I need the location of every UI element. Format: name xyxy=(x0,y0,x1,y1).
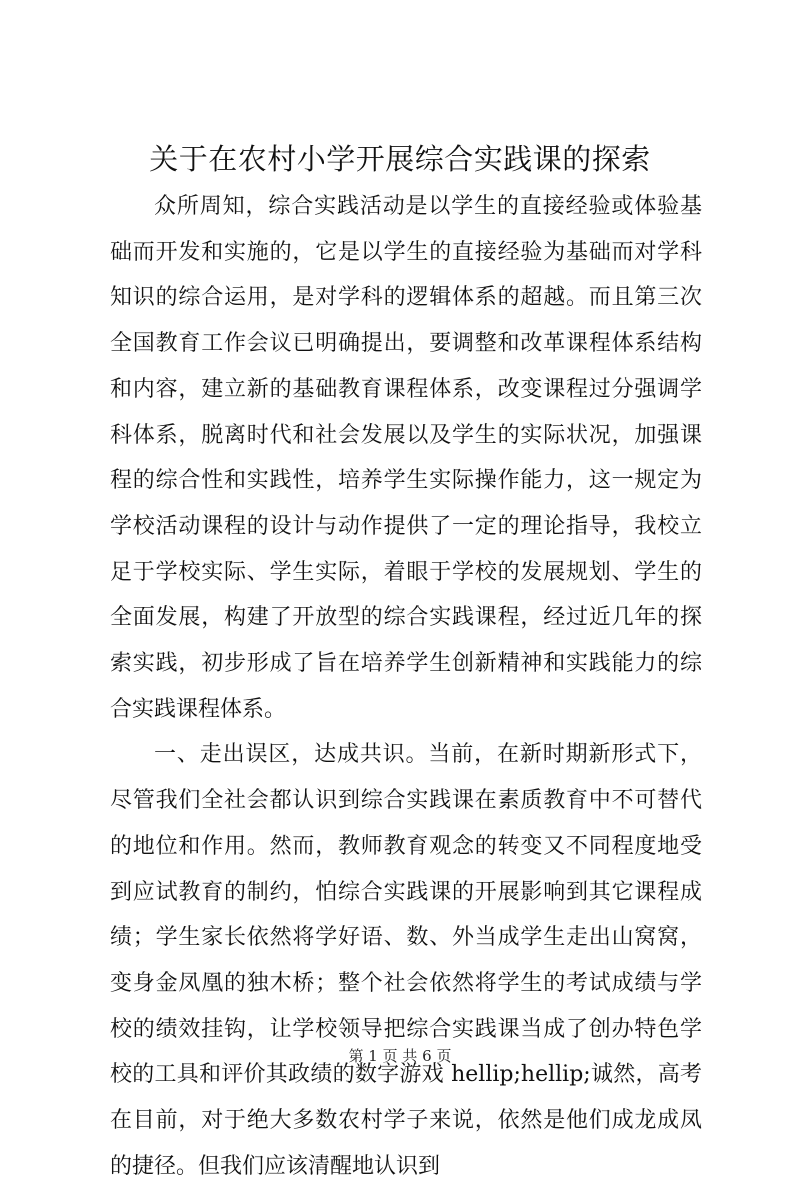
document-title: 关于在农村小学开展综合实践课的探索 xyxy=(149,142,651,176)
paragraph-intro: 众所周知，综合实践活动是以学生的直接经验或体验基础而开发和实施的，它是以学生的直接经验为基础而对学科知识的综合运用，是对学科的逻辑体系的超越。而且第三次全国教育工作会议已明确提出，要调整和改革课程体系结构和内容，建立新的基础教育课程体系，改变课程过分强调学科体系，脱离时代和社会发展以及学生的实际状况，加强课程的综合性和实践性，培养学生实际操作能力，这一规定为学校活动课程的设计与动作提供了一定的理论指导，我校立足于学校实际、学生实际，着眼于学校的发展规划、学生的全面发展，构建了开放型的综合实践课程，经过近几年的探索实践，初步形成了旨在培养学生创新精神和实践能力的综合实践课程体系。 xyxy=(110,194,702,722)
document-body xyxy=(110,184,702,1189)
page-footer: 第 1 页 共 6 页 xyxy=(348,1047,452,1065)
paragraph-section-one: 一、走出误区，达成共识。当前，在新时期新形式下，尽管我们全社会都认识到综合实践课在素质教育中不可替代的地位和作用。然而，教师教育观念的转变又不同程度地受到应试教育的制约，怕综合实践课的开展影响到其它课程成绩；学生家长依然将学好语、数、外当成学生走出山窝窝，变身金凤凰的独木桥；整个社会依然将学生的考试成绩与学校的绩效挂钩，让学校领导把综合实践课当成了创办特色学校的工具和评价其政绩的数字游戏 hellip;hellip;诚然，高考在目前，对于绝大多数农村学子来说，依然是他们成龙成凤的捷径。但我们应该清醒地认识到 xyxy=(110,742,702,1179)
